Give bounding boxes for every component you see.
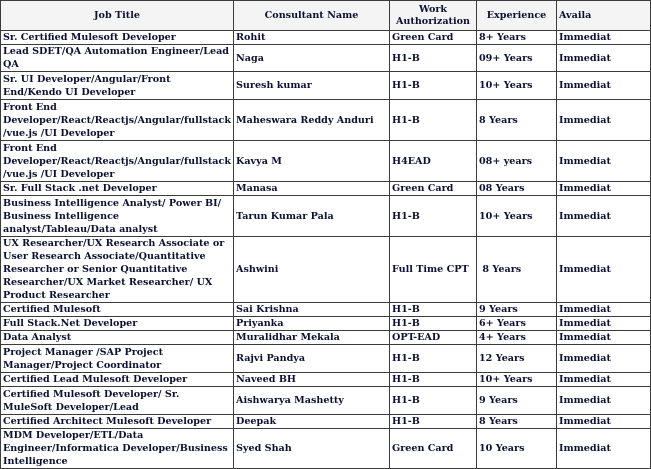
cell-consultant-name: Deepak bbox=[234, 415, 390, 429]
table-row bbox=[1, 196, 651, 237]
cell-experience: 12 Years bbox=[477, 345, 557, 373]
cell-work-authorization: H1-B bbox=[390, 45, 477, 72]
cell-consultant-name: Ashwini bbox=[234, 237, 390, 303]
cell-availability: Immediat bbox=[557, 100, 651, 141]
cell-experience: 10 Years bbox=[477, 429, 557, 469]
cell-consultant-name: Maheswara Reddy Anduri bbox=[234, 100, 390, 141]
cell-experience: 09+ Years bbox=[477, 45, 557, 72]
cell-work-authorization: H1-B bbox=[390, 303, 477, 317]
cell-work-authorization: Green Card bbox=[390, 429, 477, 469]
cell-availability: Immediat bbox=[557, 182, 651, 196]
cell-work-authorization: H1-B bbox=[390, 100, 477, 141]
cell-experience: 08 Years bbox=[477, 182, 557, 196]
table-row bbox=[1, 72, 651, 100]
cell-job-title: Certified Mulesoft Developer/ Sr. MuleSoft Developer/Lead bbox=[1, 387, 234, 415]
cell-availability: Immediat bbox=[557, 72, 651, 100]
cell-consultant-name: Naveed BH bbox=[234, 373, 390, 387]
cell-experience: 10+ Years bbox=[477, 373, 557, 387]
header-availability: Availa bbox=[557, 1, 651, 31]
table-row bbox=[1, 415, 651, 429]
header-job-title: Job Title bbox=[1, 1, 234, 31]
cell-availability: Immediat bbox=[557, 429, 651, 469]
cell-job-title: Project Manager /SAP Project Manager/Project Coordinator bbox=[1, 345, 234, 373]
cell-experience: 8+ Years bbox=[477, 31, 557, 45]
cell-availability: Immediat bbox=[557, 345, 651, 373]
cell-work-authorization: H1-B bbox=[390, 317, 477, 331]
cell-job-title: MDM Developer/ETL/Data Engineer/Informatica Developer/Business Intelligence bbox=[1, 429, 234, 469]
cell-experience: 9 Years bbox=[477, 387, 557, 415]
table-row bbox=[1, 45, 651, 72]
cell-work-authorization: Green Card bbox=[390, 31, 477, 45]
cell-job-title: Full Stack.Net Developer bbox=[1, 317, 234, 331]
cell-availability: Immediat bbox=[557, 237, 651, 303]
cell-consultant-name: Tarun Kumar Pala bbox=[234, 196, 390, 237]
header-work-authorization: Work Authorization bbox=[390, 1, 477, 31]
cell-availability: Immediat bbox=[557, 317, 651, 331]
cell-consultant-name: Rohit bbox=[234, 31, 390, 45]
cell-job-title: Front End Developer/React/Reactjs/Angular/fullstack/vue.js /UI Developer bbox=[1, 100, 234, 141]
cell-consultant-name: Kavya M bbox=[234, 141, 390, 182]
cell-consultant-name: Naga bbox=[234, 45, 390, 72]
cell-availability: Immediat bbox=[557, 373, 651, 387]
cell-consultant-name: Suresh kumar bbox=[234, 72, 390, 100]
table-row bbox=[1, 345, 651, 373]
cell-availability: Immediat bbox=[557, 31, 651, 45]
cell-consultant-name: Syed Shah bbox=[234, 429, 390, 469]
cell-availability: Immediat bbox=[557, 331, 651, 345]
table-row bbox=[1, 100, 651, 141]
table-row bbox=[1, 387, 651, 415]
table-row bbox=[1, 331, 651, 345]
cell-experience: 8 Years bbox=[477, 100, 557, 141]
table-row bbox=[1, 317, 651, 331]
cell-job-title: Front End Developer/React/Reactjs/Angular/fullstack/vue.js /UI Developer bbox=[1, 141, 234, 182]
cell-work-authorization: OPT-EAD bbox=[390, 331, 477, 345]
cell-availability: Immediat bbox=[557, 141, 651, 182]
header-experience: Experience bbox=[477, 1, 557, 31]
table-row bbox=[1, 373, 651, 387]
cell-consultant-name: Priyanka bbox=[234, 317, 390, 331]
cell-experience: 9 Years bbox=[477, 303, 557, 317]
cell-experience: 10+ Years bbox=[477, 196, 557, 237]
header-consultant-name: Consultant Name bbox=[234, 1, 390, 31]
cell-experience: 6+ Years bbox=[477, 317, 557, 331]
cell-experience: 4+ Years bbox=[477, 331, 557, 345]
cell-availability: Immediat bbox=[557, 415, 651, 429]
cell-consultant-name: Muralidhar Mekala bbox=[234, 331, 390, 345]
cell-job-title: Certified Architect Mulesoft Developer bbox=[1, 415, 234, 429]
cell-work-authorization: Green Card bbox=[390, 182, 477, 196]
cell-job-title: Lead SDET/QA Automation Engineer/Lead QA bbox=[1, 45, 234, 72]
cell-experience: 8 Years bbox=[477, 237, 557, 303]
cell-consultant-name: Sai Krishna bbox=[234, 303, 390, 317]
cell-job-title: Certified Lead Mulesoft Developer bbox=[1, 373, 234, 387]
cell-job-title: UX Researcher/UX Research Associate or User Research Associate/Quantitative Researcher or Senior Quantitative Researcher/UX Market Researcher/ UX Product Researcher bbox=[1, 237, 234, 303]
cell-availability: Immediat bbox=[557, 303, 651, 317]
cell-work-authorization: H1-B bbox=[390, 373, 477, 387]
cell-experience: 10+ Years bbox=[477, 72, 557, 100]
table-header-row bbox=[1, 1, 651, 31]
cell-work-authorization: H4EAD bbox=[390, 141, 477, 182]
cell-work-authorization: H1-B bbox=[390, 196, 477, 237]
cell-job-title: Sr. Full Stack .net Developer bbox=[1, 182, 234, 196]
cell-experience: 8 Years bbox=[477, 415, 557, 429]
cell-work-authorization: H1-B bbox=[390, 387, 477, 415]
cell-availability: Immediat bbox=[557, 387, 651, 415]
cell-consultant-name: Aishwarya Mashetty bbox=[234, 387, 390, 415]
cell-job-title: Sr. Certified Mulesoft Developer bbox=[1, 31, 234, 45]
table-row bbox=[1, 237, 651, 303]
cell-job-title: Business Intelligence Analyst/ Power BI/ Business Intelligence analyst/Tableau/Data analyst bbox=[1, 196, 234, 237]
cell-work-authorization: H1-B bbox=[390, 345, 477, 373]
cell-availability: Immediat bbox=[557, 196, 651, 237]
cell-consultant-name: Rajvi Pandya bbox=[234, 345, 390, 373]
cell-work-authorization: H1-B bbox=[390, 72, 477, 100]
cell-availability: Immediat bbox=[557, 45, 651, 72]
cell-work-authorization: H1-B bbox=[390, 415, 477, 429]
table-row bbox=[1, 303, 651, 317]
cell-experience: 08+ years bbox=[477, 141, 557, 182]
cell-job-title: Sr. UI Developer/Angular/Front End/Kendo UI Developer bbox=[1, 72, 234, 100]
cell-job-title: Certified Mulesoft bbox=[1, 303, 234, 317]
cell-consultant-name: Manasa bbox=[234, 182, 390, 196]
cell-job-title: Data Analyst bbox=[1, 331, 234, 345]
table-row bbox=[1, 31, 651, 45]
table-row bbox=[1, 182, 651, 196]
table-row bbox=[1, 141, 651, 182]
table-row bbox=[1, 429, 651, 469]
cell-work-authorization: Full Time CPT bbox=[390, 237, 477, 303]
